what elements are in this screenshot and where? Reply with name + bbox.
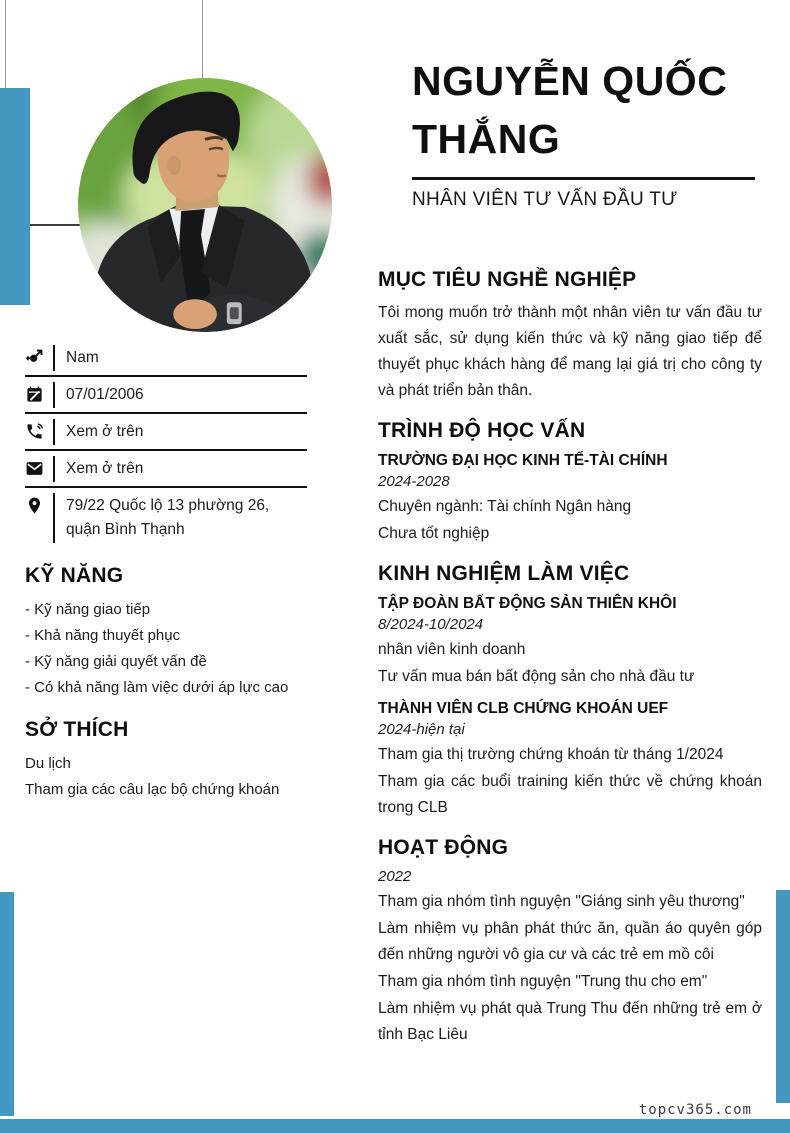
education-line: Chưa tốt nghiệp [378, 525, 490, 542]
contact-row [25, 488, 307, 547]
skill-item: - Khả năng thuyết phục [25, 627, 181, 644]
company-name: THÀNH VIÊN CLB CHỨNG KHOÁN UEF [378, 700, 669, 717]
experience-line: nhân viên kinh doanh [378, 641, 526, 658]
skill-item: - Kỹ năng giải quyết vấn đề [25, 653, 207, 670]
watermark: topcv365.com [638, 1102, 752, 1118]
accent-bar-top-left [0, 88, 30, 305]
footer-bar [0, 1119, 790, 1133]
activities-period: 2022 [378, 868, 412, 885]
experience-line: Tham gia thị trường chứng khoán từ tháng 1/2024 [378, 746, 724, 763]
contact-row [25, 451, 307, 488]
activity-line: Làm nhiệm vụ phát quà Trung Thu đến những trẻ em ở tỉnh Bạc Liêu [378, 1000, 762, 1043]
company-name: TẬP ĐOÀN BẤT ĐỘNG SẢN THIÊN KHÔI [378, 595, 677, 612]
contact-value: Nam [53, 345, 99, 371]
activities-heading: HOẠT ĐỘNG [378, 836, 509, 859]
experience-period: 2024-hiện tại [378, 721, 465, 738]
activity-line: Tham gia nhóm tình nguyện "Trung thu cho em" [378, 973, 708, 990]
calendar-icon [25, 382, 49, 408]
profile-photo [78, 78, 332, 332]
education-heading: TRÌNH ĐỘ HỌC VẤN [378, 419, 586, 442]
skill-item: - Kỹ năng giao tiếp [25, 601, 151, 618]
location-icon [25, 493, 49, 543]
header [412, 52, 764, 211]
contact-row [25, 414, 307, 451]
hobby-item: Du lịch [25, 755, 71, 772]
contact-row [25, 340, 307, 377]
activity-line: Làm nhiệm vụ phân phát thức ăn, quần áo quyên góp đến những người vô gia cư và các trẻ em mồ côi [378, 920, 762, 963]
mail-icon [25, 456, 49, 482]
education-period: 2024-2028 [378, 473, 450, 490]
main-content [378, 268, 762, 1063]
school-name: TRƯỜNG ĐẠI HỌC KINH TẾ-TÀI CHÍNH [378, 452, 668, 469]
section-objective [378, 268, 762, 404]
objective-heading: MỤC TIÊU NGHỀ NGHIỆP [378, 268, 637, 291]
contact-list [25, 340, 307, 547]
education-line: Chuyên ngành: Tài chính Ngân hàng [378, 498, 632, 515]
accent-bar-bottom-left [0, 892, 14, 1116]
activity-line: Tham gia nhóm tình nguyện "Giáng sinh yêu thương" [378, 893, 745, 910]
job-title: NHÂN VIÊN TƯ VẤN ĐẦU TƯ [412, 189, 678, 210]
experience-period: 8/2024-10/2024 [378, 616, 484, 633]
hobbies-heading: SỞ THÍCH [25, 718, 129, 741]
hobby-item: Tham gia các câu lạc bộ chứng khoán [25, 781, 280, 798]
phone-icon [25, 419, 49, 445]
contact-value: Xem ở trên [53, 419, 143, 445]
contact-value: 79/22 Quốc lộ 13 phường 26, quận Bình Thạnh [53, 493, 307, 543]
experience-heading: KINH NGHIỆM LÀM VIỆC [378, 562, 630, 585]
section-education [378, 419, 762, 547]
experience-line: Tư vấn mua bán bất động sản cho nhà đầu tư [378, 668, 695, 685]
objective-body: Tôi mong muốn trở thành một nhân viên tư vấn đầu tư xuất sắc, sử dụng kiến thức và kỹ năng giao tiếp để thuyết phục khách hàng để mang lại giá trị cho công ty và phát triển bản thân. [378, 304, 762, 399]
section-activities [378, 836, 762, 1048]
contact-value: 07/01/2006 [53, 382, 144, 408]
name-divider [412, 177, 755, 180]
experience-entry [378, 700, 762, 821]
experience-entry [378, 595, 762, 690]
skill-item: - Có khả năng làm việc dưới áp lực cao [25, 679, 289, 696]
portrait-illustration [78, 78, 332, 332]
skills-heading: KỸ NĂNG [25, 564, 124, 587]
experience-line: Tham gia các buổi training kiến thức về chứng khoán trong CLB [378, 773, 762, 816]
page-title: NGUYỄN QUỐC THẮNG [412, 58, 728, 162]
section-experience [378, 562, 762, 821]
contact-row [25, 377, 307, 414]
contact-value: Xem ở trên [53, 456, 143, 482]
sidebar [25, 340, 307, 803]
accent-bar-bottom-right [776, 890, 790, 1103]
gender-icon [25, 345, 49, 371]
